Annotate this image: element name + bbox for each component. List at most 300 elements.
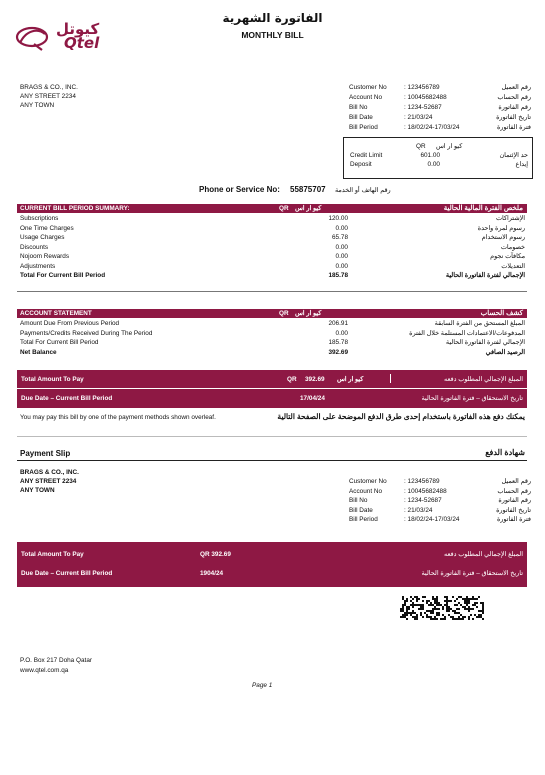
credit-limit-value: 601.00 [420,152,440,159]
barcode-module [420,604,422,606]
barcode-module [418,608,420,610]
barcode-module [410,614,412,616]
credit-currency: QR [416,143,426,150]
account-info-value: : 21/03/24 [404,114,433,121]
barcode-module [402,596,404,598]
barcode-module [420,612,422,614]
barcode-module [438,614,440,616]
barcode-module [402,598,404,600]
barcode-module [424,596,426,598]
barcode-module [454,618,456,620]
barcode-module [456,612,458,614]
barcode-module [436,598,438,600]
slip-total-amount: QR 392.69 [200,551,231,558]
barcode-module [432,612,434,614]
barcode-module [436,602,438,604]
barcode-module [414,596,416,598]
account-info-arabic: رقم الفاتورة [498,104,531,111]
account-info-arabic: رقم الحساب [497,94,531,101]
barcode-module [462,598,464,600]
barcode-module [408,606,410,608]
barcode-module [478,614,480,616]
barcode-module [458,616,460,618]
barcode-module [428,610,430,612]
barcode-module [430,610,432,612]
total-amount: 392.69 [305,376,325,383]
barcode-module [436,600,438,602]
barcode-module [402,610,404,612]
barcode-image [400,596,484,621]
barcode-module [448,606,450,608]
logo-arabic-text: كيوتل [56,20,100,38]
account-info-value: : 123456789 [404,84,440,91]
barcode-module [464,598,466,600]
phone-label: Phone or Service No: [199,185,280,194]
barcode-module [466,602,468,604]
barcode-module [464,600,466,602]
statement-title: ACCOUNT STATEMENT [20,310,92,317]
deposit-value: 0.00 [427,161,440,168]
slip-info-value: : 1234-52687 [404,497,442,504]
barcode-module [434,608,436,610]
barcode-module [436,612,438,614]
barcode-module [472,618,474,620]
barcode-module [434,602,436,604]
summary-currency: QR [279,205,289,212]
summary-title: CURRENT BILL PERIOD SUMMARY: [20,205,130,212]
barcode-module [420,608,422,610]
barcode-module [406,610,408,612]
barcode-module [468,598,470,600]
barcode-module [402,604,404,606]
barcode-module [482,604,484,606]
barcode-module [458,602,460,604]
barcode-module [444,604,446,606]
barcode-module [456,618,458,620]
address-line: ANY STREET 2234 [20,93,76,100]
divider [17,388,527,389]
barcode-module [452,596,454,598]
barcode-module [444,600,446,602]
barcode-module [448,600,450,602]
barcode-module [422,596,424,598]
barcode-module [430,604,432,606]
barcode-module [458,612,460,614]
slip-info-label: Bill Period [349,516,378,523]
due-date-arabic: تاريخ الاستحقاق – فترة الفاتورة الحالية [421,395,523,402]
total-currency-arabic: كيو ار اس [337,376,364,383]
barcode-module [410,596,412,598]
barcode-module [404,604,406,606]
barcode-module [442,618,444,620]
barcode-module [430,616,432,618]
slip-info-label: Bill Date [349,506,373,514]
barcode-module [416,618,418,620]
slip-info-arabic: رقم العميل [501,478,531,485]
barcode-module [462,618,464,620]
barcode-module [416,598,418,600]
slip-address [20,468,79,495]
barcode-module [454,600,456,602]
slip-info-value: : 10045682488 [404,487,447,495]
barcode-module [430,602,432,604]
barcode-module [416,604,418,606]
payment-slip-title-arabic: شهادة الدفع [485,448,525,457]
barcode-module [466,600,468,602]
barcode-module [468,606,470,608]
address-line: BRAGS & CO., INC. [20,469,79,476]
barcode-module [414,616,416,618]
summary-currency-arabic: كيو ار اس [295,205,322,212]
barcode-module [438,602,440,604]
barcode-module [414,618,416,620]
phone-number: 55875707 [290,185,326,194]
barcode-module [460,614,462,616]
barcode-module [436,596,438,598]
barcode-module [454,604,456,606]
due-date-label: Due Date – Current Bill Period [21,395,113,402]
account-info-row: Bill Period [349,124,378,131]
barcode-module [430,612,432,614]
barcode-module [422,604,424,606]
statement-row: Total For Current Bill Period 185.78 الإجمالي لفترة الفاتورة الحالية [20,339,525,346]
barcode-module [470,598,472,600]
account-info-value: : 18/02/24-17/03/24 [404,124,460,131]
barcode-module [446,596,448,598]
statement-row: Amount Due From Previous Period 206.91 المبلغ المستحق من الفترة السابقة [20,320,525,327]
barcode-module [470,608,472,610]
summary-row: Discounts 0.00 خصومات [20,243,525,251]
barcode-module [404,614,406,616]
address-line: ANY TOWN [20,102,55,109]
barcode-module [480,602,482,604]
barcode-module [480,610,482,612]
barcode-module [444,618,446,620]
barcode-module [404,600,406,602]
slip-info-label: Account No [349,487,383,495]
barcode-module [434,598,436,600]
barcode-module [426,616,428,618]
barcode-module [478,596,480,598]
barcode-module [474,602,476,604]
barcode-module [402,614,404,616]
summary-title-arabic: ملخص الفترة المالية الحالية [443,205,523,212]
barcode-module [424,612,426,614]
barcode-module [400,608,402,610]
barcode-module [472,596,474,598]
barcode-module [468,608,470,610]
summary-header [17,204,527,213]
barcode-module [426,600,428,602]
barcode-module [426,614,428,616]
barcode-module [478,616,480,618]
barcode-module [416,596,418,598]
page-number: Page 1 [252,682,273,689]
deposit-label: Deposit [350,161,372,168]
account-info-arabic: رقم العميل [501,84,531,91]
barcode-module [428,604,430,606]
barcode-module [482,612,484,614]
barcode-module [410,604,412,606]
barcode-module [446,610,448,612]
barcode-module [450,616,452,618]
barcode-module [468,618,470,620]
barcode-module [432,596,434,598]
barcode-module [402,616,404,618]
barcode-module [472,608,474,610]
slip-total-arabic: المبلغ الإجمالي المطلوب دفعه [444,551,523,558]
barcode-module [474,604,476,606]
divider [17,460,527,461]
barcode-module [412,616,414,618]
barcode-module [468,602,470,604]
barcode-module [440,604,442,606]
barcode-module [464,616,466,618]
barcode-module [482,608,484,610]
barcode-module [472,598,474,600]
barcode-module [462,606,464,608]
barcode-module [466,608,468,610]
barcode-module [460,618,462,620]
barcode-module [448,614,450,616]
barcode-module [400,610,402,612]
slip-due-label: Due Date – Current Bill Period [21,570,113,577]
barcode-module [456,604,458,606]
summary-row: Adjustments 0.00 التعديلات [20,262,525,270]
slip-info-value: : 18/02/24-17/03/24 [404,516,460,523]
barcode-module [482,610,484,612]
barcode-module [446,602,448,604]
barcode-module [456,598,458,600]
barcode-module [440,618,442,620]
barcode-module [432,608,434,610]
summary-total-row: Total For Current Bill Period 185.78 الإجمالي لفترة الفاتورة الحالية [20,272,525,279]
barcode-module [408,612,410,614]
summary-row: Nojoom Rewards 0.00 مكافآت نجوم [20,253,525,260]
slip-info-arabic: رقم الفاتورة [498,497,531,504]
barcode-module [404,602,406,604]
barcode-module [472,604,474,606]
total-label-arabic: المبلغ الإجمالي المطلوب دفعه [444,376,523,383]
barcode-module [438,612,440,614]
barcode-module [482,602,484,604]
barcode-module [422,606,424,608]
barcode-module [428,600,430,602]
slip-info-arabic: رقم الحساب [497,487,531,495]
barcode-module [446,598,448,600]
barcode-module [476,616,478,618]
barcode-module [406,600,408,602]
barcode-module [464,608,466,610]
barcode-module [410,600,412,602]
barcode-module [416,616,418,618]
statement-currency-arabic: كيو ار اس [295,310,322,317]
address-line: BRAGS & CO., INC. [20,84,78,91]
barcode-module [412,610,414,612]
address-line: ANY STREET 2234 [20,478,77,485]
barcode-module [450,600,452,602]
barcode-module [442,608,444,610]
barcode-module [442,614,444,616]
statement-title-arabic: كشف الحساب [480,310,523,317]
barcode-module [458,608,460,610]
divider [17,436,527,437]
barcode-module [432,618,434,620]
summary-row: Usage Charges 65.78 رسوم الاستخدام [20,234,525,241]
barcode-module [402,606,404,608]
barcode-module [414,604,416,606]
deposit-arabic: إيداع [515,161,528,168]
barcode-module [466,598,468,600]
address-line: ANY TOWN [20,487,55,494]
total-currency: QR [287,376,297,383]
slip-info-value: : 123456789 [404,478,440,485]
slip-total-band [17,542,527,587]
barcode-module [432,610,434,612]
total-label: Total Amount To Pay [21,376,84,383]
footer-address: P.O. Box 217 Doha Qatar [20,657,92,664]
barcode-module [436,604,438,606]
barcode-module [406,618,408,620]
statement-row: Payments/Credits Received During The Period 0.00 المدفوعات/الاعتمادات المستلمة خلال الفترة [20,329,525,337]
barcode-module [436,608,438,610]
barcode-module [452,610,454,612]
barcode-module [458,618,460,620]
barcode-module [432,598,434,600]
slip-due-value: 1904/24 [200,570,224,577]
barcode-module [444,616,446,618]
customer-address [20,83,78,110]
barcode-module [476,606,478,608]
barcode-module [446,606,448,608]
account-info-value: : 10045682488 [404,94,447,101]
barcode-module [444,596,446,598]
slip-info-value: : 21/03/24 [404,506,433,514]
slip-info-label: Bill No [349,497,368,504]
barcode-module [434,618,436,620]
barcode-module [406,598,408,600]
barcode-module [482,606,484,608]
barcode-module [436,614,438,616]
barcode-module [422,608,424,610]
barcode-module [454,610,456,612]
barcode-module [412,606,414,608]
credit-currency-arabic: كيو ار اس [436,143,463,150]
page-title: MONTHLY BILL [241,30,304,40]
barcode-module [448,610,450,612]
barcode-module [480,614,482,616]
due-date-value: 17/04/24 [300,395,325,402]
barcode-module [454,612,456,614]
barcode-module [448,608,450,610]
barcode-module [412,604,414,606]
summary-row: One Time Charges 0.00 رسوم لمرة واحدة [20,224,525,232]
barcode-module [436,618,438,620]
barcode-module [446,608,448,610]
barcode-module [478,610,480,612]
barcode-module [416,600,418,602]
barcode-module [428,616,430,618]
barcode-module [422,616,424,618]
barcode-module [456,608,458,610]
barcode-module [476,602,478,604]
barcode-module [464,602,466,604]
barcode-module [434,616,436,618]
footer-website: www.qtel.com.qa [20,667,69,674]
barcode-module [470,614,472,616]
barcode-module [414,612,416,614]
barcode-module [426,602,428,604]
barcode-module [402,608,404,610]
barcode-module [458,596,460,598]
barcode-module [460,596,462,598]
barcode-module [426,610,428,612]
barcode-module [430,618,432,620]
account-info-row: Account No [349,94,383,101]
barcode-module [438,604,440,606]
page-title-arabic: الفاتورة الشهرية [222,11,323,25]
statement-net-row: Net Balance 392.69 الرصيد الصافي [20,348,525,356]
slip-info-arabic: فترة الفاتورة [496,516,531,523]
payment-slip-title: Payment Slip [20,449,71,458]
slip-info-arabic: تاريخ الفاتورة [496,506,531,514]
account-info-arabic: فترة الفاتورة [496,124,531,131]
barcode-module [412,612,414,614]
divider [17,291,527,292]
barcode-module [406,612,408,614]
barcode-module [434,600,436,602]
barcode-module [418,598,420,600]
barcode-module [466,604,468,606]
slip-total-label: Total Amount To Pay [21,551,84,558]
credit-limit-label: Credit Limit [350,152,383,159]
payment-note-arabic: يمكنك دفع هذه الفاتورة باستخدام إحدى طرق الدفع الموضحة على الصفحة التالية [277,412,525,421]
barcode-module [400,616,402,618]
barcode-module [466,596,468,598]
barcode-module [434,606,436,608]
account-info-row: Customer No [349,84,387,91]
divider [390,374,391,383]
payment-note: You may pay this bill by one of the payment methods shown overleaf. [20,414,216,421]
credit-box [343,137,533,179]
barcode-module [420,614,422,616]
statement-currency: QR [279,310,289,317]
barcode-module [468,610,470,612]
barcode-module [412,598,414,600]
barcode-module [422,600,424,602]
barcode-module [460,604,462,606]
total-band [17,370,527,408]
barcode-module [474,614,476,616]
barcode-module [476,598,478,600]
barcode-module [452,616,454,618]
barcode-module [462,616,464,618]
barcode-module [432,604,434,606]
barcode-module [464,606,466,608]
barcode-module [482,618,484,620]
account-info-row: Bill No [349,104,368,111]
barcode-module [450,608,452,610]
barcode-module [480,616,482,618]
barcode-module [446,604,448,606]
phone-label-arabic: رقم الهاتف أو الخدمة [335,187,391,194]
barcode-module [468,600,470,602]
account-info-arabic: تاريخ الفاتورة [496,114,531,121]
barcode-module [412,602,414,604]
credit-limit-arabic: حد الإئتمان [499,152,528,159]
barcode-module [406,608,408,610]
statement-header [17,309,527,318]
